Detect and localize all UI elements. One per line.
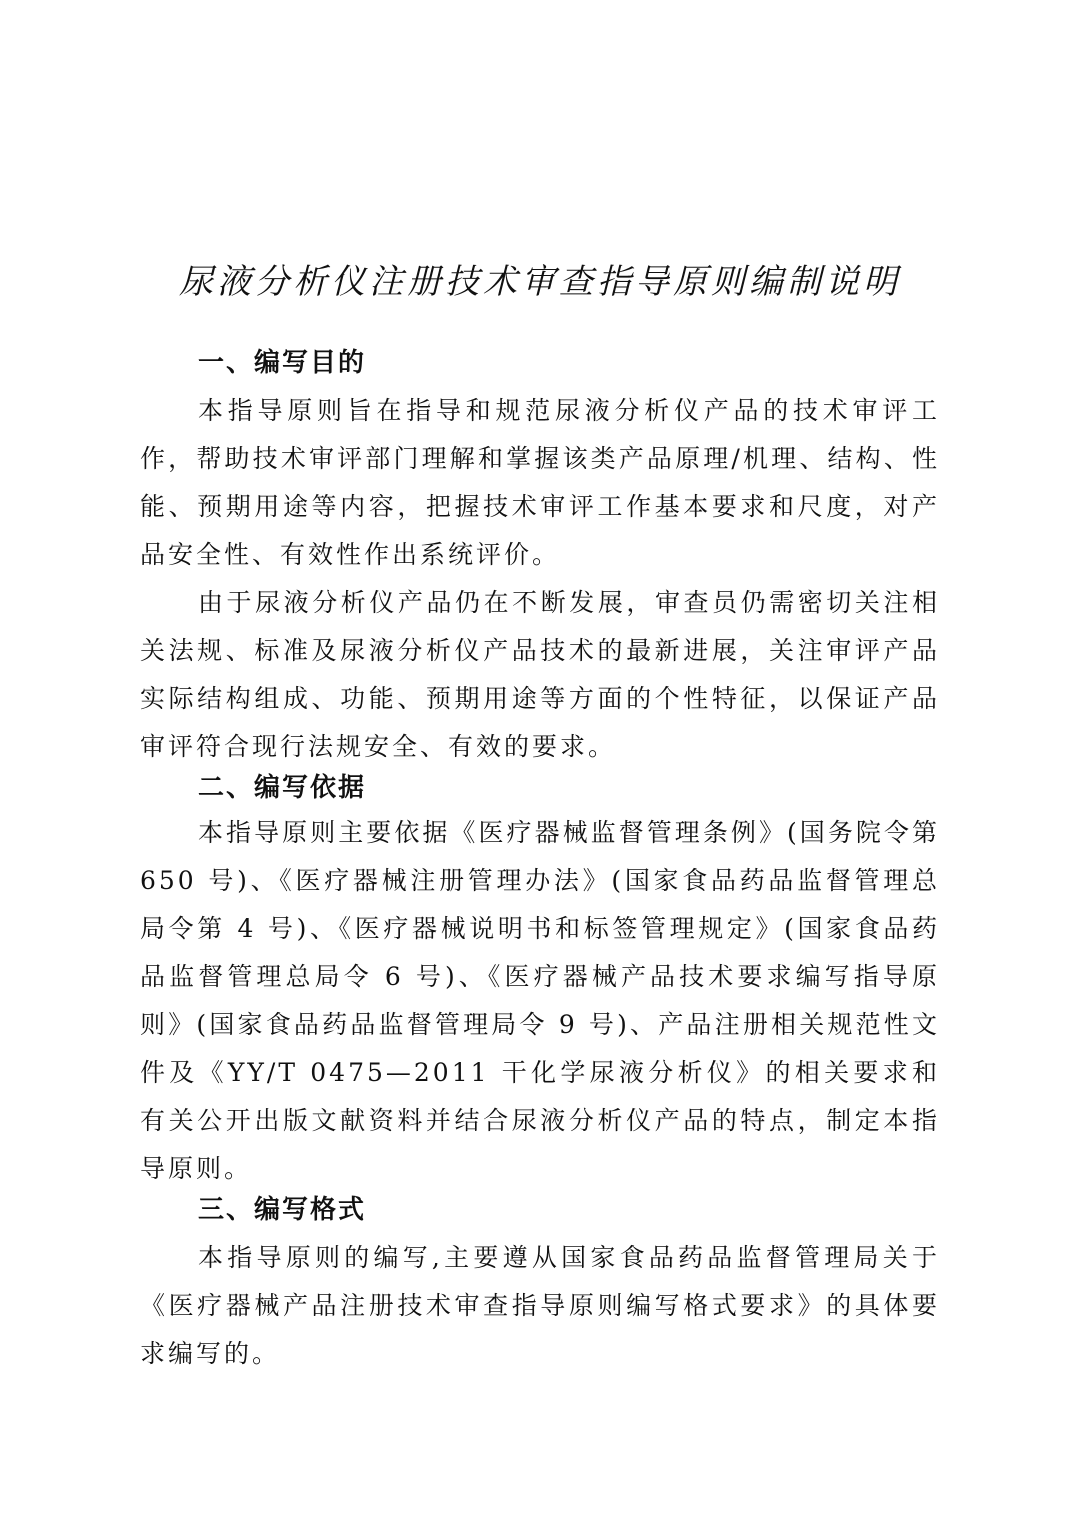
paragraph-purpose-2: 由于尿液分析仪产品仍在不断发展，审查员仍需密切关注相关法规、标准及尿液分析仪产品技术的最新进展，关注审评产品实际结构组成、功能、预期用途等方面的个性特征，以保证产品审评符合现行法规安全、有效的要求。	[140, 588, 940, 761]
document-title: 尿液分析仪注册技术审查指导原则编制说明	[179, 262, 901, 302]
paragraph-purpose-1: 本指导原则旨在指导和规范尿液分析仪产品的技术审评工作，帮助技术审评部门理解和掌握该类产品原理/机理、结构、性能、预期用途等内容，把握技术审评工作基本要求和尺度，对产品安全性、有效性作出系统评价。	[140, 396, 940, 569]
section-heading-format: 三、编写格式	[198, 1195, 367, 1225]
paragraph-basis-1: 本指导原则主要依据《医疗器械监督管理条例》(国务院令第 650 号)、《医疗器械注册管理办法》(国家食品药品监督管理总局令第 4 号)、《医疗器械说明书和标签管理规定》(国家食品药品监督管理总局令 6 号)、《医疗器械产品技术要求编写指导原则》(国家食品药品监督管理局令 9 号)、产品注册相关规范性文件及《YY/T 0475—2011 干化学尿液分析仪》的相关要求和有关公开出版文献资料并结合尿液分析仪产品的特点，制定本指导原则。	[140, 818, 940, 1183]
paragraph-format-1: 本指导原则的编写,主要遵从国家食品药品监督管理局关于《医疗器械产品注册技术审查指导原则编写格式要求》的具体要求编写的。	[140, 1243, 940, 1368]
section-heading-purpose: 一、编写目的	[198, 348, 367, 378]
section-heading-basis: 二、编写依据	[198, 773, 367, 803]
document-page	[140, 0, 940, 1526]
